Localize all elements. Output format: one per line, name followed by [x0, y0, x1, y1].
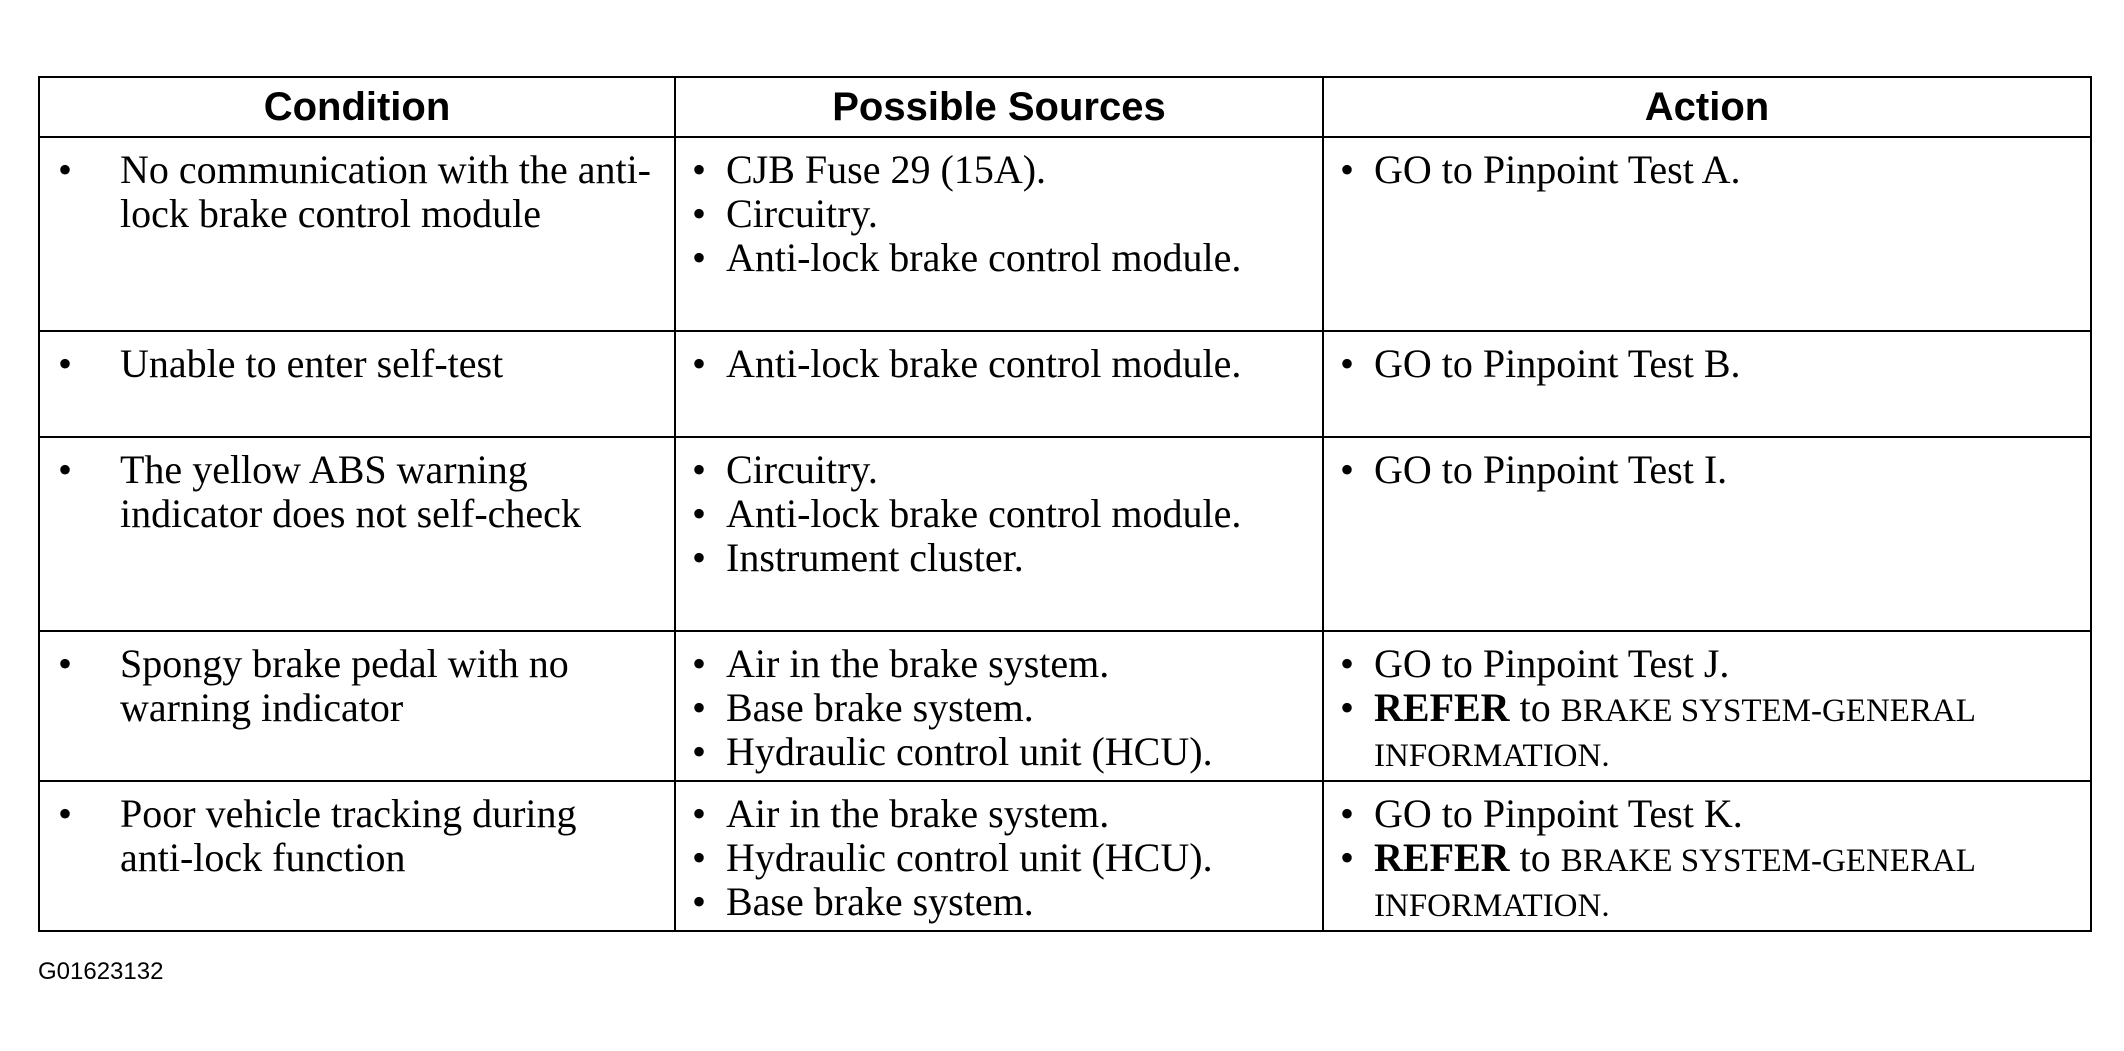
sources-cell — [675, 331, 1323, 437]
sources-cell — [675, 781, 1323, 931]
source-item: • Circuitry. — [692, 448, 1312, 492]
source-item: • Air in the brake system. — [692, 792, 1312, 836]
refer-to-word: to — [1519, 685, 1551, 730]
action-cell — [1323, 437, 2091, 631]
condition-cell — [39, 781, 675, 931]
symptom-chart-table — [38, 76, 2092, 932]
refer-to-word: to — [1519, 835, 1551, 880]
table-header-row — [39, 77, 2091, 137]
source-item: • Base brake system. — [692, 880, 1312, 924]
source-item: • Anti-lock brake control module. — [692, 492, 1312, 536]
refer-target-text: BRAKE SYSTEM-GENERAL INFORMATION. — [1374, 693, 1975, 774]
action-item: • GO to Pinpoint Test I. — [1340, 448, 2080, 492]
condition-cell — [39, 331, 675, 437]
action-cell — [1323, 331, 2091, 437]
action-item: • GO to Pinpoint Test J. — [1340, 642, 2080, 686]
action-item: • GO to Pinpoint Test A. — [1340, 148, 2080, 192]
refer-verb: REFER — [1374, 835, 1510, 880]
condition-text: • Poor vehicle tracking during anti-lock function — [58, 792, 652, 880]
source-item: • Anti-lock brake control module. — [692, 342, 1312, 386]
action-cell — [1323, 137, 2091, 331]
sources-cell — [675, 437, 1323, 631]
source-item: • Circuitry. — [692, 192, 1312, 236]
condition-text: • Unable to enter self-test — [58, 342, 652, 386]
refer-target-text: BRAKE SYSTEM-GENERAL INFORMATION. — [1374, 843, 1975, 924]
condition-cell — [39, 437, 675, 631]
sources-cell — [675, 631, 1323, 781]
action-refer-item — [1340, 686, 2080, 776]
sources-cell — [675, 137, 1323, 331]
refer-verb: REFER — [1374, 685, 1510, 730]
table-row — [39, 437, 2091, 631]
condition-text: • Spongy brake pedal with no warning indicator — [58, 642, 652, 730]
table-row — [39, 137, 2091, 331]
source-item: • Instrument cluster. — [692, 536, 1312, 580]
action-item: • GO to Pinpoint Test B. — [1340, 342, 2080, 386]
table-row — [39, 631, 2091, 781]
source-item: • Anti-lock brake control module. — [692, 236, 1312, 280]
action-refer-item — [1340, 836, 2080, 926]
header-condition: Condition — [39, 77, 675, 137]
table-row — [39, 331, 2091, 437]
action-item: • GO to Pinpoint Test K. — [1340, 792, 2080, 836]
condition-cell — [39, 631, 675, 781]
figure-id: G01623132 — [38, 958, 164, 985]
source-item: • Base brake system. — [692, 686, 1312, 730]
source-item: • Air in the brake system. — [692, 642, 1312, 686]
source-item: • Hydraulic control unit (HCU). — [692, 836, 1312, 880]
condition-text: • No communication with the anti-lock brake control module — [58, 148, 652, 236]
condition-cell — [39, 137, 675, 331]
header-action: Action — [1323, 77, 2091, 137]
action-cell — [1323, 631, 2091, 781]
source-item: • Hydraulic control unit (HCU). — [692, 730, 1312, 774]
action-cell — [1323, 781, 2091, 931]
table-row — [39, 781, 2091, 931]
source-item: • CJB Fuse 29 (15A). — [692, 148, 1312, 192]
header-possible-sources: Possible Sources — [675, 77, 1323, 137]
condition-text: • The yellow ABS warning indicator does not self-check — [58, 448, 652, 536]
